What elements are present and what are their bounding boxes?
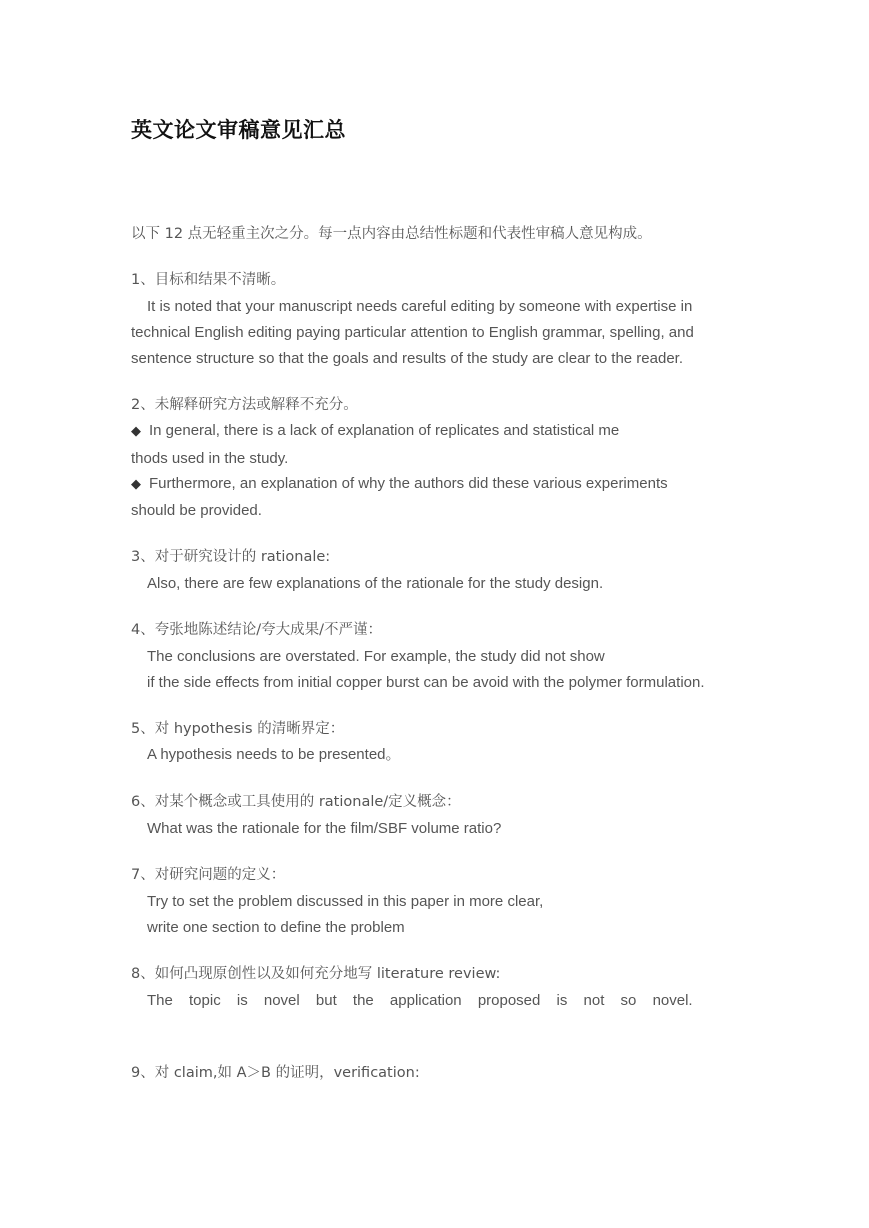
section-4-line-1: The conclusions are overstated. For example, the study did not show bbox=[147, 648, 605, 665]
section-5-heading: 5、对 hypothesis 的清晰界定： bbox=[131, 721, 345, 737]
section-7-line-2: write one section to define the problem bbox=[147, 919, 405, 936]
section-6-line-1: What was the rationale for the film/SBF volume ratio? bbox=[147, 820, 502, 837]
section-1-line-2: technical English editing paying particular attention to English grammar, spelling, and bbox=[131, 324, 694, 341]
diamond-bullet-icon: ◆ bbox=[131, 476, 141, 491]
section-5-line-1: A hypothesis needs to be presented。 bbox=[147, 746, 401, 763]
section-1-line-3: sentence structure so that the goals and results of the study are clear to the reader. bbox=[131, 350, 683, 367]
diamond-bullet-icon: ◆ bbox=[131, 423, 141, 438]
section-1-line-1: It is noted that your manuscript needs careful editing by someone with expertise in bbox=[147, 298, 693, 315]
section-8-heading: 8、如何凸现原创性以及如何充分地写 literature review: bbox=[131, 966, 501, 982]
section-3-line-1: Also, there are few explanations of the rationale for the study design. bbox=[147, 575, 604, 592]
document-title: 英文论文审稿意见汇总 bbox=[131, 117, 346, 142]
section-2-bullet-2 bbox=[131, 475, 668, 493]
section-6-heading: 6、对某个概念或工具使用的 rationale/定义概念： bbox=[131, 794, 461, 810]
section-2-line-3: Furthermore, an explanation of why the authors did these various experiments bbox=[149, 475, 668, 492]
section-3-heading: 3、对于研究设计的 rationale: bbox=[131, 549, 331, 565]
section-4-heading: 4、夸张地陈述结论/夸大成果/不严谨： bbox=[131, 622, 382, 638]
section-4-line-2: if the side effects from initial copper burst can be avoid with the polymer formulation. bbox=[147, 674, 705, 691]
section-2-line-2: thods used in the study. bbox=[131, 450, 289, 467]
section-2-bullet-1 bbox=[131, 422, 619, 440]
section-7-heading: 7、对研究问题的定义： bbox=[131, 867, 286, 883]
section-8-line-1: The topic is novel but the application proposed is not so novel. bbox=[147, 992, 693, 1009]
section-2-heading: 2、未解释研究方法或解释不充分。 bbox=[131, 397, 358, 413]
section-2-line-1: In general, there is a lack of explanation of replicates and statistical me bbox=[149, 422, 620, 439]
section-2-line-4: should be provided. bbox=[131, 502, 262, 519]
intro-paragraph: 以下 12 点无轻重主次之分。每一点内容由总结性标题和代表性审稿人意见构成。 bbox=[131, 226, 652, 242]
section-1-heading: 1、目标和结果不清晰。 bbox=[131, 272, 286, 288]
section-9-heading: 9、对 claim,如 A＞B 的证明，verification: bbox=[131, 1065, 420, 1081]
section-7-line-1: Try to set the problem discussed in this paper in more clear, bbox=[147, 893, 544, 910]
